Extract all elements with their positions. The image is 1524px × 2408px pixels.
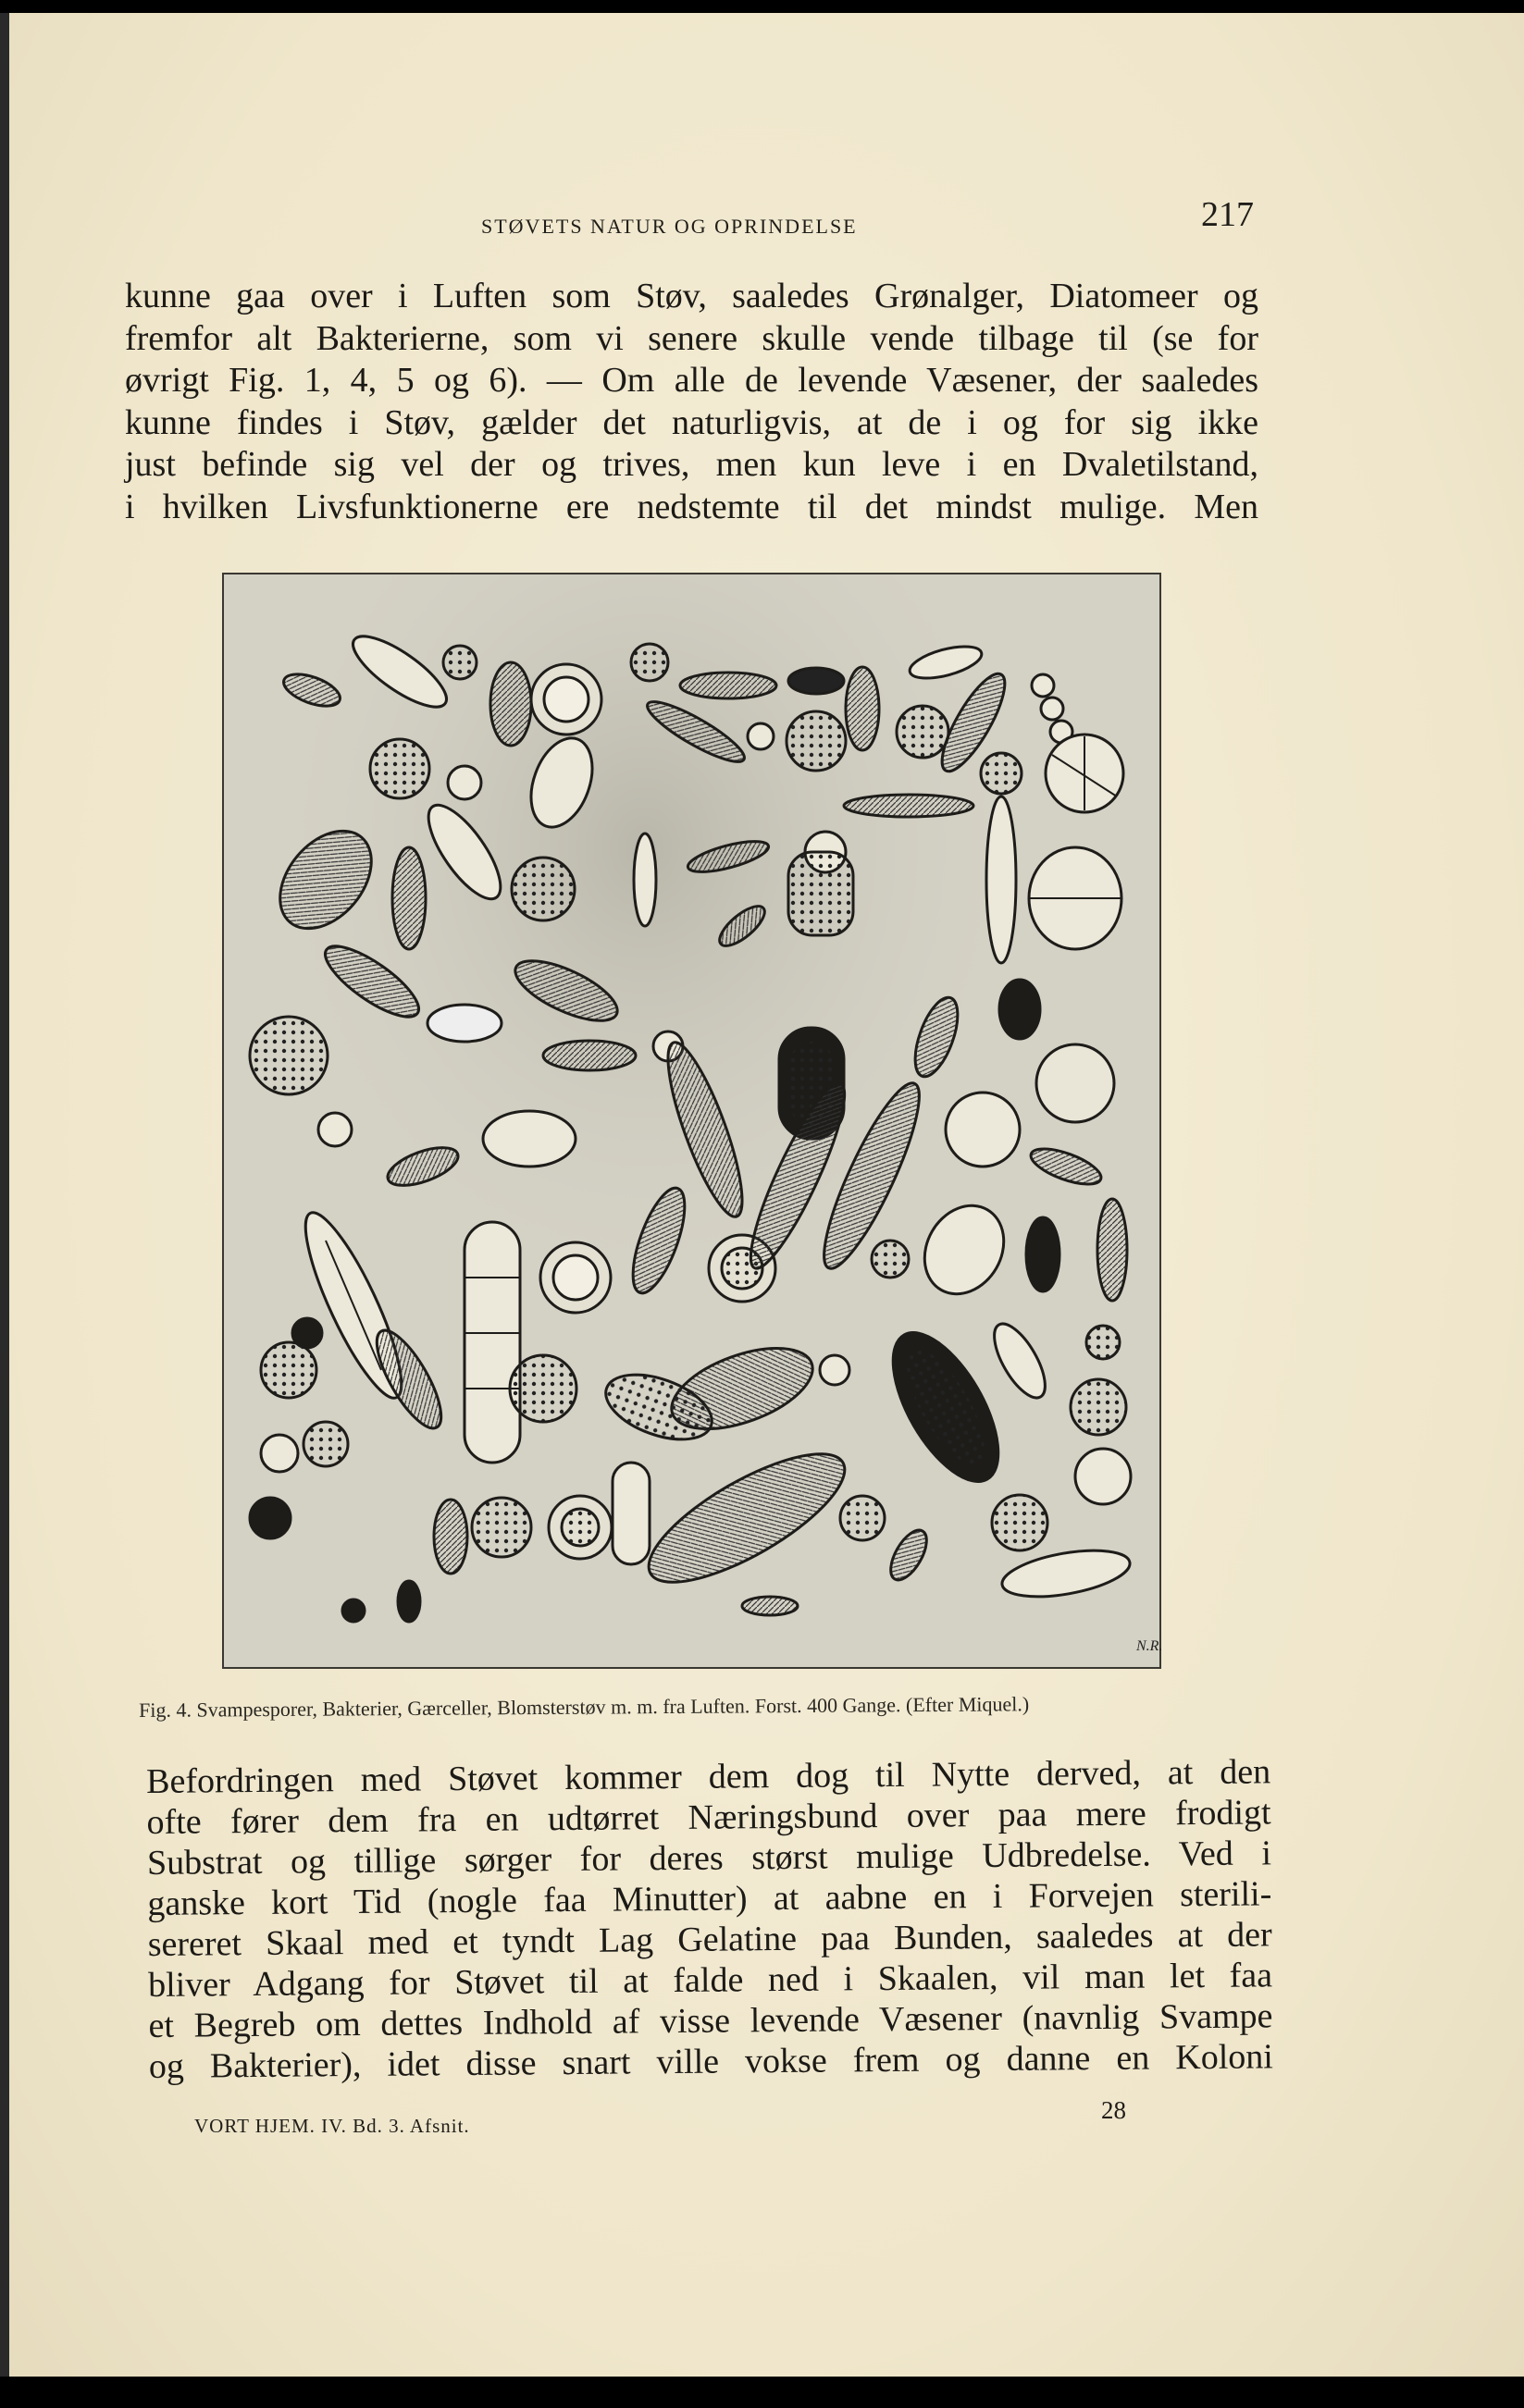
text-line: og Bakterier), idet disse snart ville vokse frem og danne en Koloni	[148, 2037, 1274, 2086]
book-page	[0, 13, 1524, 2377]
signature-line: VORT HJEM. IV. Bd. 3. Afsnit.	[194, 2115, 470, 2137]
text-line: bliver Adgang for Støvet til at falde ned i Skaalen, vil man let faa	[147, 1956, 1273, 2005]
text-line: kunne findes i Støv, gælder det naturligvis, at de i og for sig ikke	[125, 402, 1258, 442]
paragraph-top	[125, 276, 1258, 528]
text-line: fremfor alt Bakterierne, som vi senere skulle vende tilbage til (se for	[125, 318, 1258, 358]
running-head: STØVETS NATUR OG OPRINDELSE	[481, 215, 858, 238]
paragraph-bottom	[146, 1751, 1273, 2087]
text-line: Befordringen med Støvet kommer dem dog til Nytte derved, at den	[146, 1752, 1271, 1801]
text-line: just befinde sig vel der og trives, men kun leve i en Dvaletilstand,	[125, 445, 1258, 484]
text-line: Substrat og tillige sørger for deres størst mulige Udbredelse. Ved i	[146, 1834, 1272, 1883]
sheet-number: 28	[1101, 2096, 1126, 2124]
text-line: ganske kort Tid (nogle faa Minutter) at aabne en i Forvejen sterili-	[147, 1874, 1272, 1923]
page-number: 217	[1201, 195, 1254, 234]
text-line: et Begreb om dettes Indhold af visse levende Væsener (navnlig Svampe	[148, 1996, 1273, 2045]
text-line: øvrigt Fig. 1, 4, 5 og 6). — Om alle de levende Væsener, der saaledes	[125, 361, 1258, 400]
figure-caption: Fig. 4. Svampesporer, Bakterier, Gærceller, Blomsterstøv m. m. fra Luften. Forst. 400 Gange. (Efter Miquel.)	[139, 1692, 1030, 1722]
text-line: sereret Skaal med et tyndt Lag Gelatine paa Bunden, saaledes at der	[147, 1915, 1272, 1964]
page-spine-edge	[0, 13, 9, 2377]
figure-artist-signature: N.R.	[1136, 1638, 1163, 1654]
microorganisms-illustration	[224, 574, 1159, 1667]
text-line: kunne gaa over i Luften som Støv, saaledes Grønalger, Diatomeer og	[125, 277, 1258, 315]
text-line: i hvilken Livsfunktionerne ere nedstemte til det mindst mulige. Men	[125, 487, 1258, 526]
text-line: ofte fører dem fra en udtørret Næringsbund over paa mere frodigt	[146, 1793, 1271, 1842]
figure-microscopy-illustration	[222, 573, 1161, 1669]
